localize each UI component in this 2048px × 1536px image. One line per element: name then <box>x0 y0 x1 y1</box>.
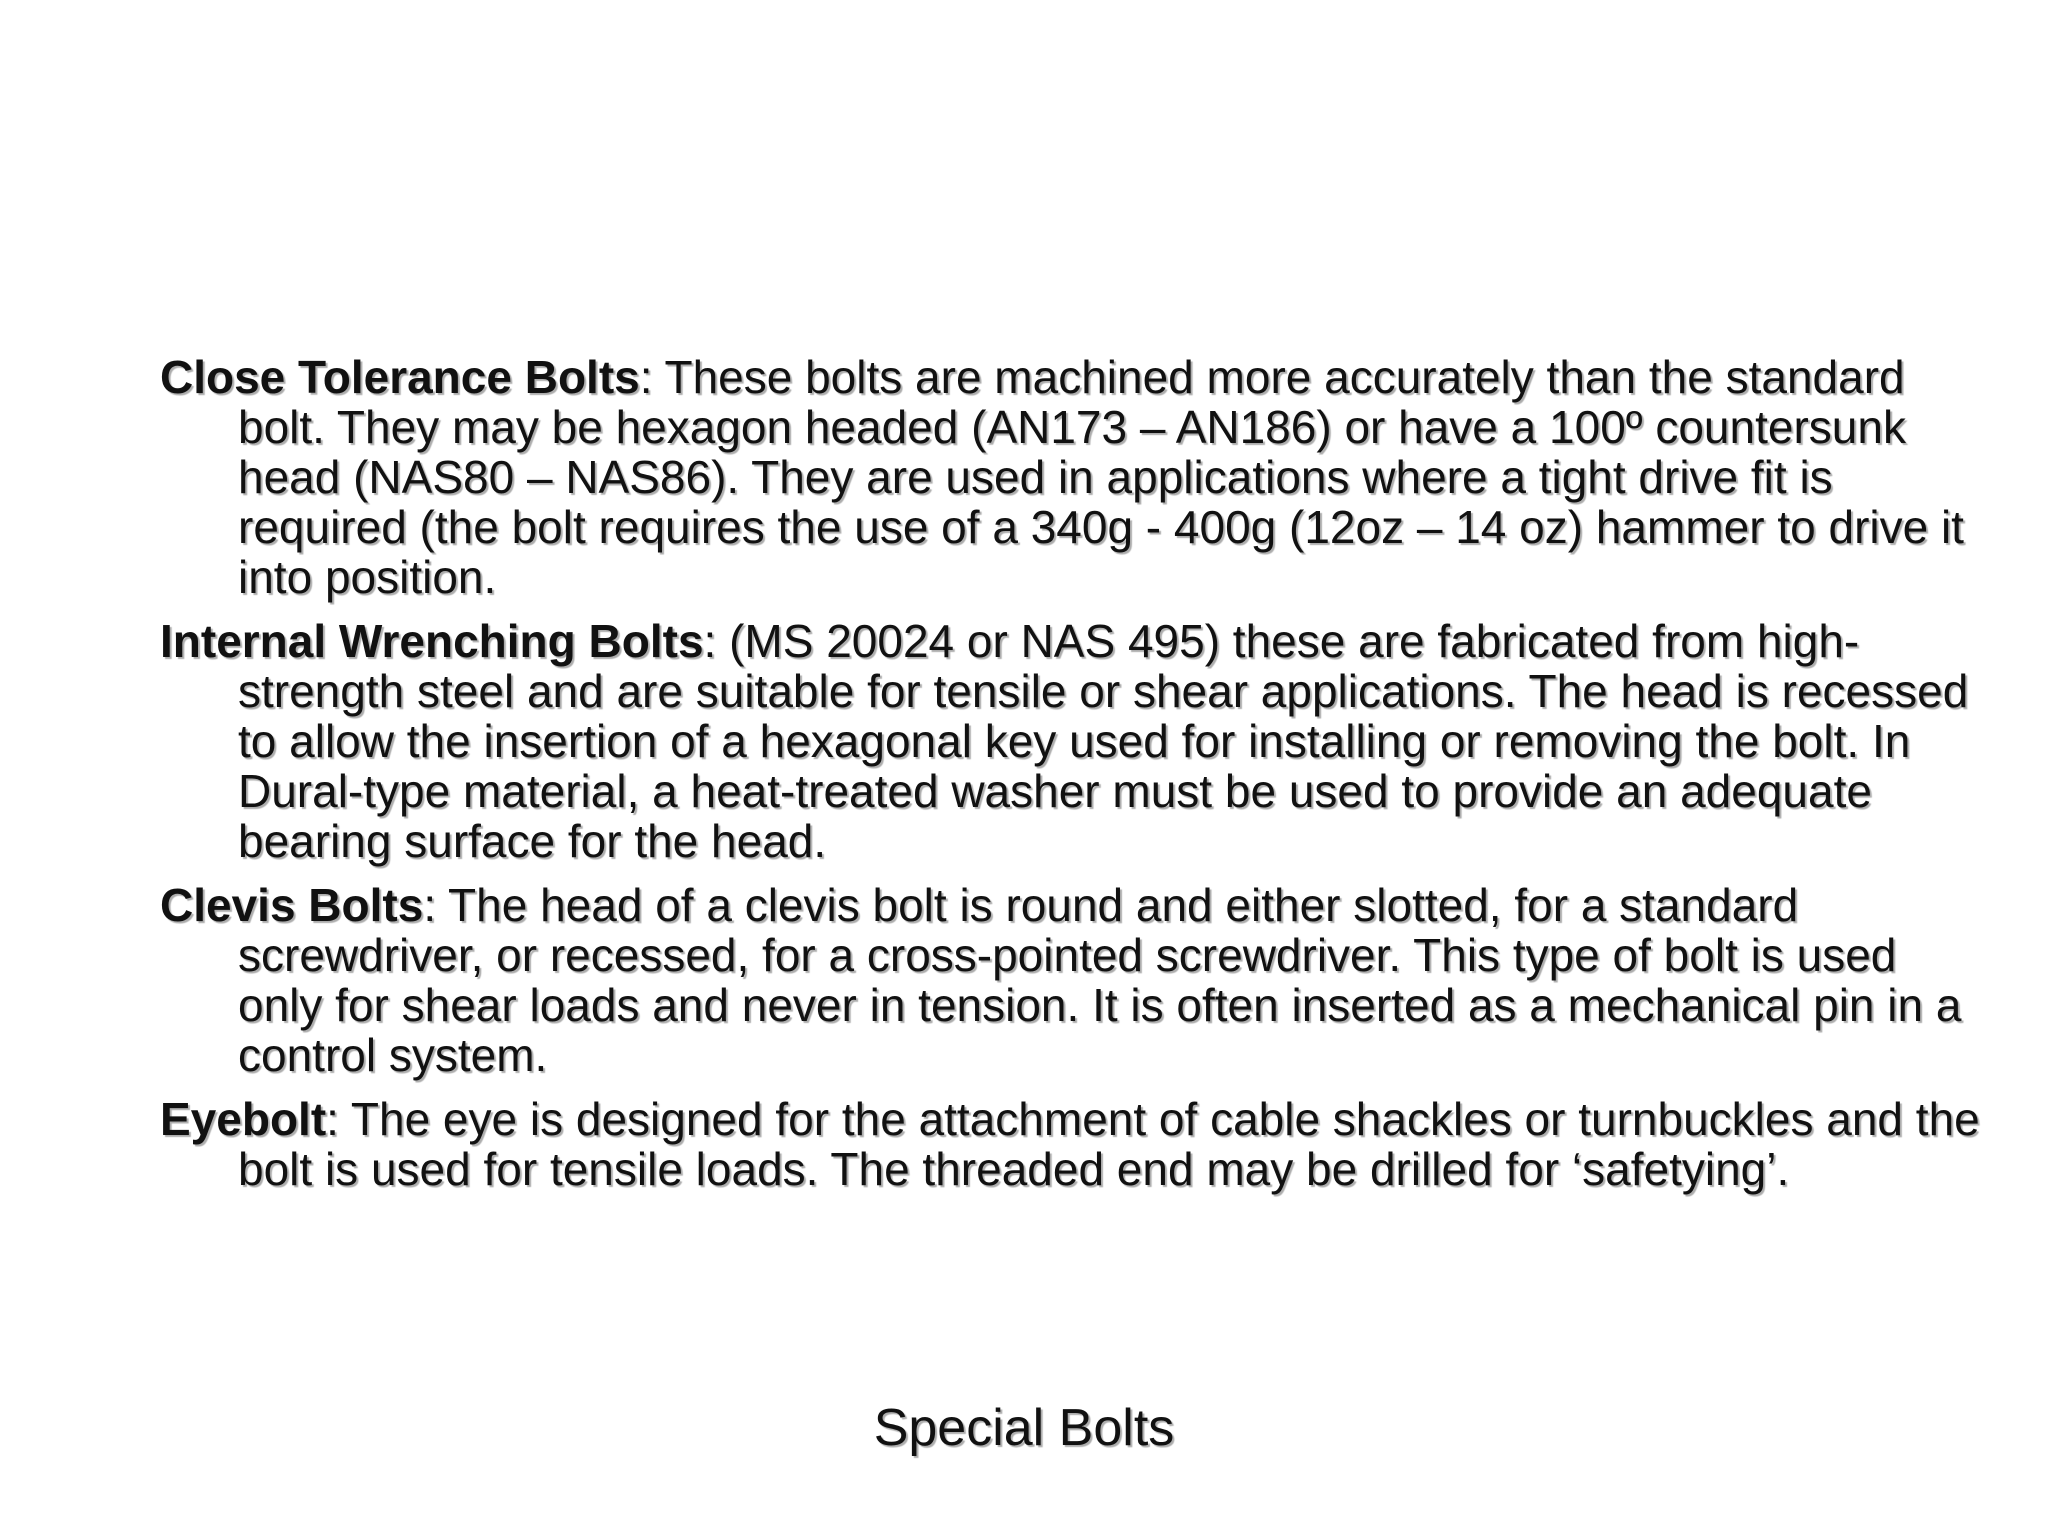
paragraph-internal-wrenching-bolts <box>160 616 1990 866</box>
description-close-tolerance-bolts: These bolts are machined more accurately than the standard bolt. They may be hexagon headed (AN173 – AN186) or have a 100º countersunk head (NAS80 – NAS86). They are used in applications where a tight drive fit is required (the bolt requires the use of a 340g - 400g (12oz – 14 oz) hammer to drive it into position. <box>238 351 1964 603</box>
paragraph-eyebolt <box>160 1094 1990 1194</box>
paragraph-clevis-bolts <box>160 880 1990 1080</box>
slide-title: Special Bolts <box>873 1399 1175 1457</box>
separator: : <box>326 1093 339 1145</box>
term-internal-wrenching-bolts: Internal Wrenching Bolts <box>160 615 704 667</box>
description-eyebolt: The eye is designed for the attachment of cable shackles or turnbuckles and the bolt is used for tensile loads. The threaded end may be drilled for ‘safetying’. <box>238 1093 1980 1195</box>
separator: : <box>703 615 717 667</box>
separator: : <box>639 351 653 403</box>
slide-body <box>160 352 1990 1208</box>
separator: : <box>423 879 437 931</box>
term-close-tolerance-bolts: Close Tolerance Bolts <box>160 351 640 403</box>
description-internal-wrenching-bolts: (MS 20024 or NAS 495) these are fabricated from high-strength steel and are suitable for tensile or shear applications. The head is recessed to allow the insertion of a hexagonal key used for installing or removing the bolt. In Dural-type material, a heat-treated washer must be used to provide an adequate bearing surface for the head. <box>238 615 1969 867</box>
term-clevis-bolts: Clevis Bolts <box>160 879 424 931</box>
description-clevis-bolts: The head of a clevis bolt is round and either slotted, for a standard screwdriver, or recessed, for a cross-pointed screwdriver. This type of bolt is used only for shear loads and never in tension. It is often inserted as a mechanical pin in a control system. <box>238 879 1962 1081</box>
term-eyebolt: Eyebolt <box>160 1093 327 1145</box>
paragraph-close-tolerance-bolts <box>160 352 1990 602</box>
